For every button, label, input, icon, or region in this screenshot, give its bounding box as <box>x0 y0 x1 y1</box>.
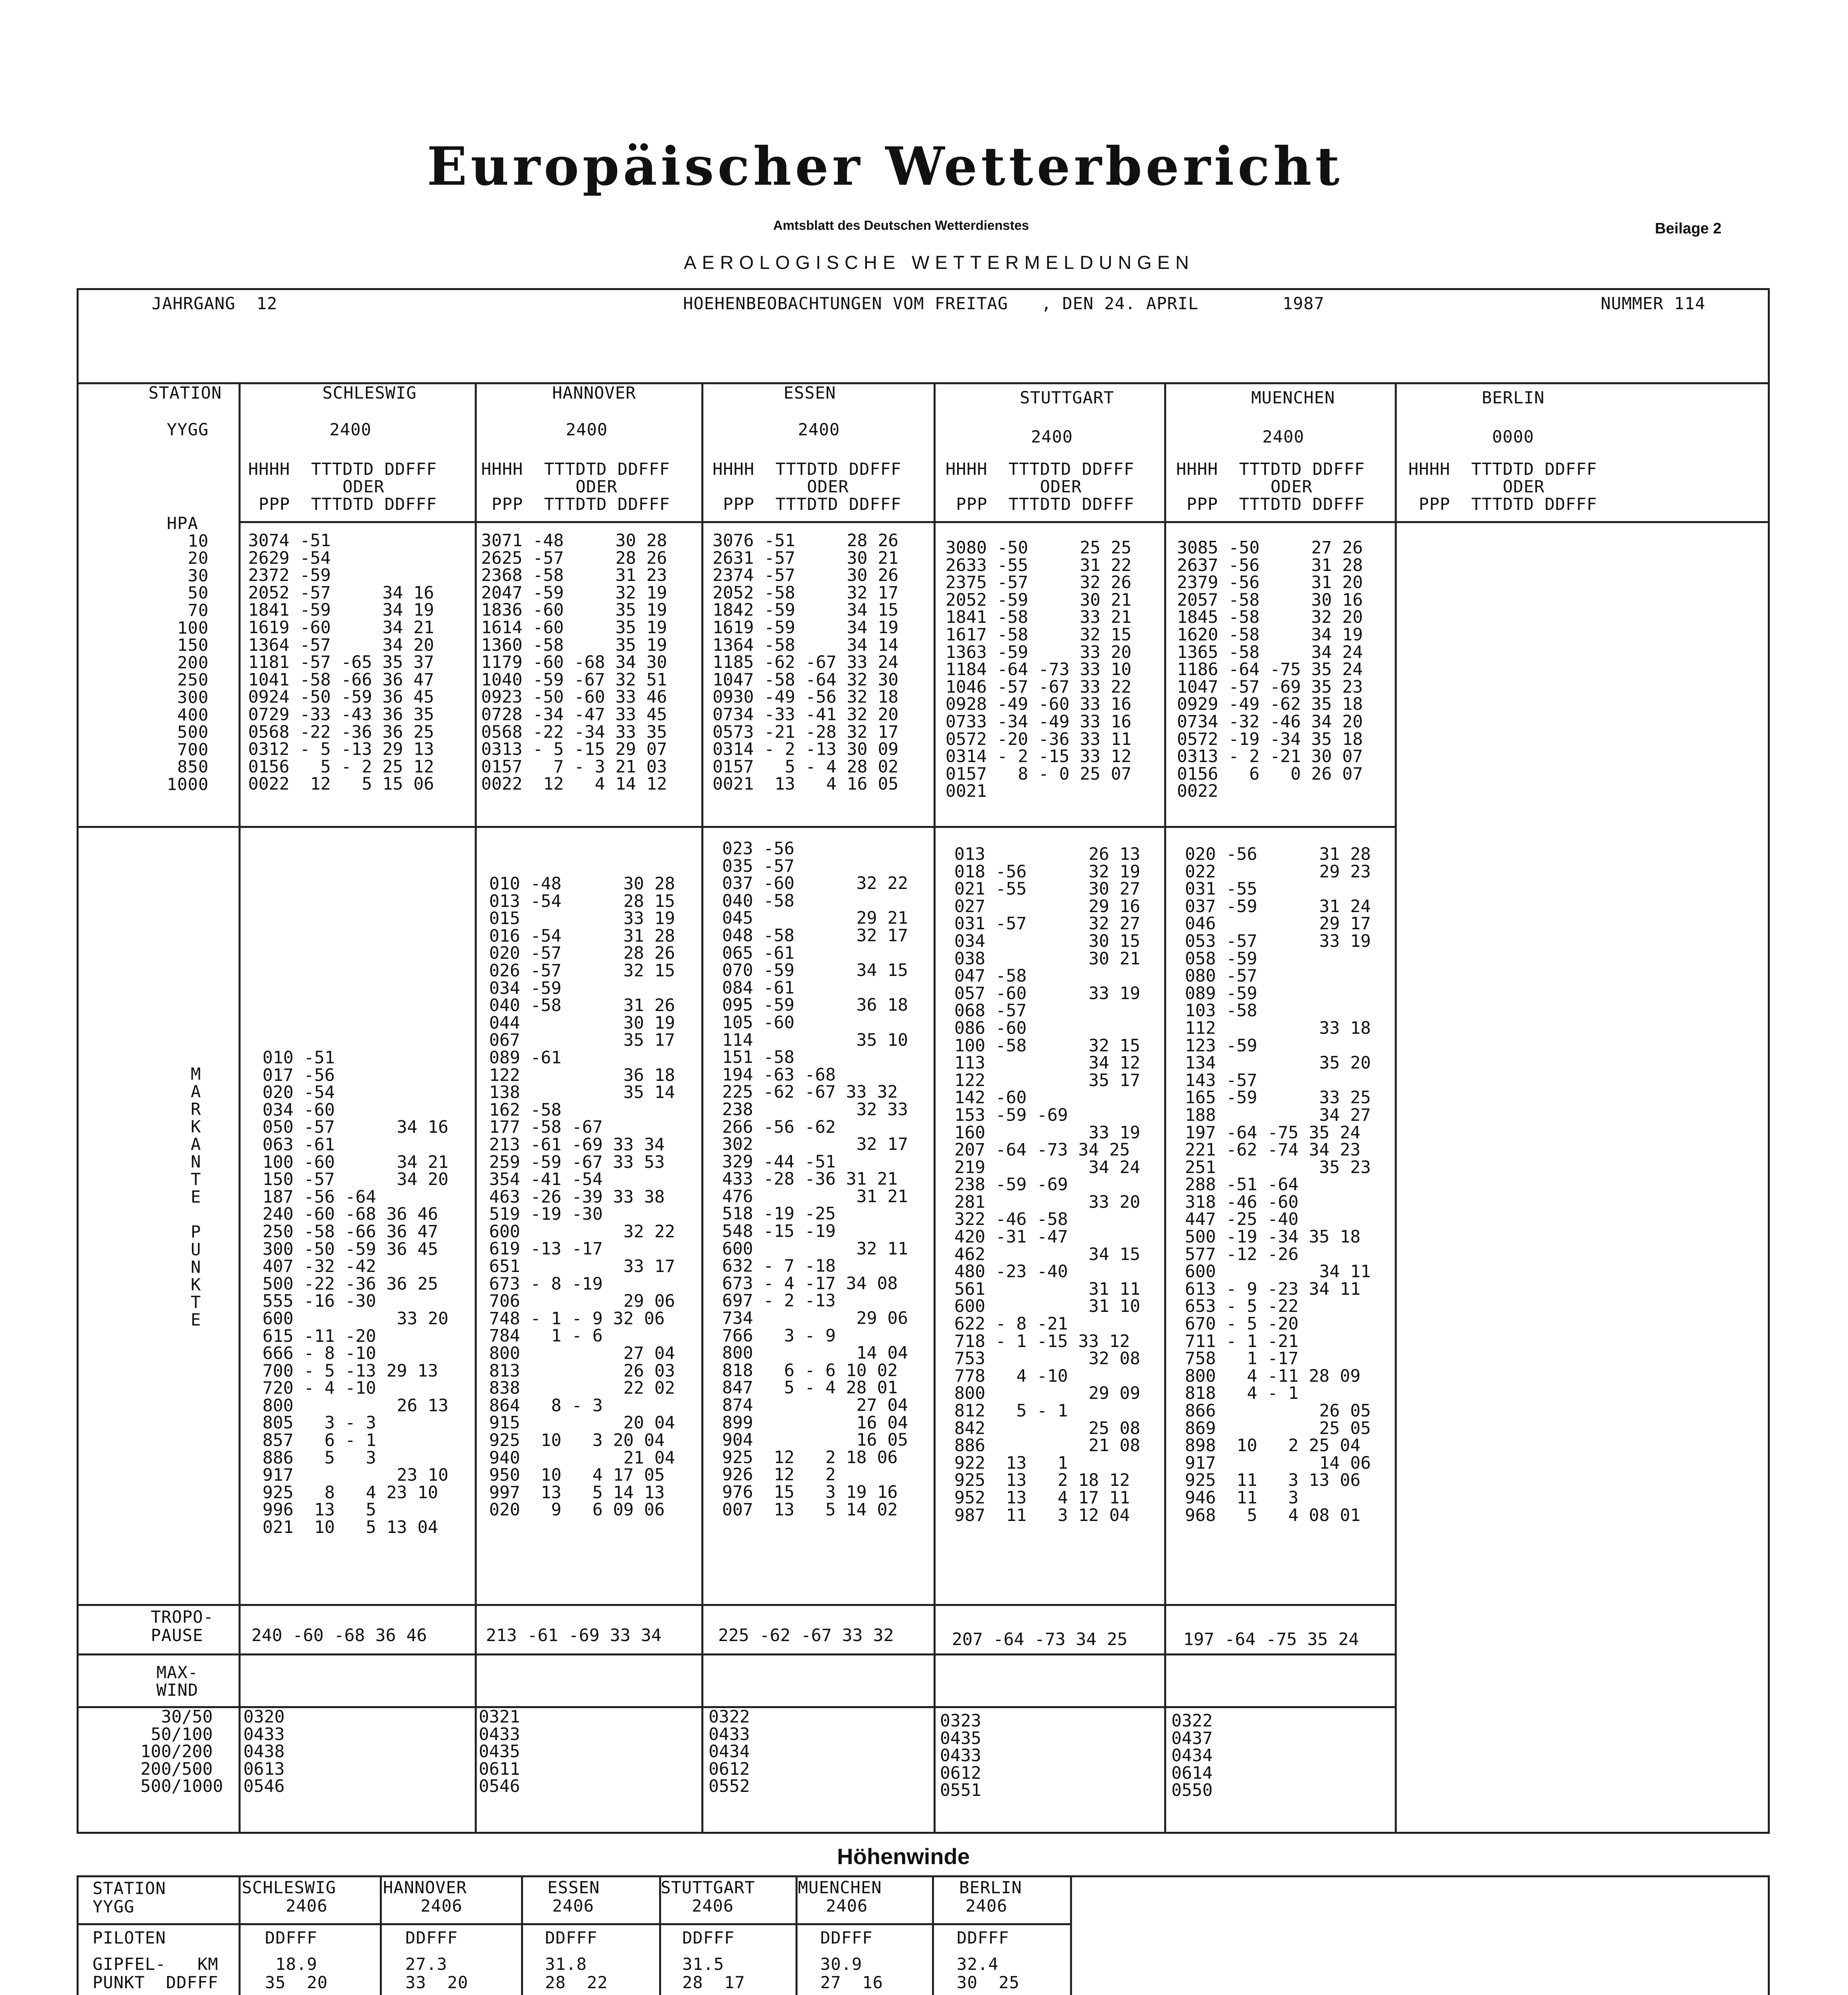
row-rule <box>77 1923 1070 1925</box>
col-divider <box>1164 382 1166 1834</box>
column-header: HHHH TTTDTD DDFFF ODER PPP TTTDTD DDFFF <box>713 459 902 514</box>
ddfff-header: DDFFF <box>265 1928 318 1948</box>
ddfff-header: DDFFF <box>405 1928 458 1948</box>
lower-station-label: STATION YYGG <box>93 1878 166 1916</box>
station-name-essen: ESSEN <box>784 383 836 403</box>
report-title: Europäischer Wetterbericht <box>427 136 1343 198</box>
piloten-label: PILOTEN <box>93 1928 166 1948</box>
markante-punkte-label: M A R K A N T E P U N K T E <box>191 1064 201 1329</box>
station-name-berlin: BERLIN <box>1482 388 1545 407</box>
layers-stuttgart: 0323 0435 0433 0612 0551 <box>940 1711 981 1801</box>
col-divider <box>380 1875 382 1995</box>
gipfel-essen: 31.8 28 22 <box>545 1954 608 1992</box>
col-divider <box>239 382 241 1834</box>
layers-muenchen: 0322 0437 0434 0614 0550 <box>1171 1711 1213 1801</box>
std-levels-hannover: 3071 -48 30 28 2625 -57 28 26 2368 -58 31 23 2047 -59 32 19 1836 -60 35 19 1614 -60 35 19 1360 -58 35 19 1179 -60 -68 34 30 1040 -59 -67 32 51 0923 -50 -60 33 46 0728 -34 -47 33 45 0568 -22 -34 33 35 0313 - 5 -15 29 07 0157 7 - 3 21 03 0022 12 4 14 12 <box>481 531 667 794</box>
lower-yygg-berlin: 2406 <box>965 1896 1008 1916</box>
std-levels-stuttgart: 3080 -50 25 25 2633 -55 31 22 2375 -57 32 26 2052 -59 30 21 1841 -58 33 21 1617 -58 32 15 1363 -59 33 20 1184 -64 -73 33 10 1046 -57 -67 33 22 0928 -49 -60 33 16 0733 -34 -49 33 16 0572 -20 -36 33 11 0314 - 2 -15 33 12 0157 8 - 0 25 07 0021 <box>946 538 1131 802</box>
layers-schleswig: 0320 0433 0438 0613 0546 <box>243 1707 285 1797</box>
col-divider <box>1395 382 1397 1834</box>
station-name-hannover: HANNOVER <box>552 383 636 403</box>
col-divider <box>475 382 477 1834</box>
station-yygg-muenchen: 2400 <box>1262 427 1305 446</box>
gipfel-stuttgart: 31.5 28 17 <box>682 1954 745 1992</box>
hpa-labels: HPA 10 20 30 50 70 100 150 200 250 300 400 500 700 850 1000 <box>167 514 209 794</box>
observation-label: HOEHENBEOBACHTUNGEN VOM FREITAG <box>683 294 1008 313</box>
lower-station-hannover: HANNOVER <box>383 1878 467 1897</box>
lower-station-stuttgart: STUTTGART <box>661 1878 755 1897</box>
station-yygg-essen: 2400 <box>798 420 840 439</box>
station-yygg-stuttgart: 2400 <box>1031 427 1073 446</box>
tropo-stuttgart: 207 -64 -73 34 25 <box>952 1630 1128 1649</box>
col-divider <box>934 382 936 1834</box>
lower-station-schleswig: SCHLESWIG <box>242 1878 336 1897</box>
layers-essen: 0322 0433 0434 0612 0552 <box>709 1707 750 1797</box>
lower-yygg-schleswig: 2406 <box>286 1896 328 1916</box>
station-name-schleswig: SCHLESWIG <box>322 383 417 403</box>
tropo-rule <box>77 1653 1395 1655</box>
maxwind-label: MAX- WIND <box>156 1663 199 1700</box>
lower-station-berlin: BERLIN <box>959 1878 1022 1897</box>
station-yygg-hannover: 2400 <box>566 420 608 439</box>
lower-yygg-essen: 2406 <box>552 1896 594 1916</box>
column-header: HHHH TTTDTD DDFFF ODER PPP TTTDTD DDFFF <box>481 459 670 514</box>
lower-station-muenchen: MUENCHEN <box>798 1878 882 1897</box>
col-divider <box>1070 1875 1072 1995</box>
column-header: HHHH TTTDTD DDFFF ODER PPP TTTDTD DDFFF <box>946 459 1135 514</box>
gipfel-berlin: 32.4 30 25 <box>957 1954 1020 1992</box>
col-divider <box>932 1875 934 1995</box>
ddfff-header: DDFFF <box>820 1928 873 1948</box>
std-levels-rule <box>77 826 1395 828</box>
sig-levels-stuttgart: 013 26 13 018 -56 32 19 021 -55 30 27 027 29 16 031 -57 32 27 034 30 15 038 30 21 047 -58 057 -60 33 19 068 -57 086 -60 100 -58 32 15 113 34 12 122 35 17 142 -60 153 -59 -69 160 33 19 207 -64 -73 34 25 219 34 24 238 -59 -69 281 33 20 322 -46 -58 420 -31 -47 462 34 15 480 -23 -40 561 31 11 600 31 10 622 - 8 -21 718 - 1 -15 33 12 753 32 08 778 4 -10 800 29 09 812 5 - 1 842 25 08 886 21 08 922 13 1 925 13 2 18 12 952 13 4 17 11 987 11 3 12 04 <box>954 844 1140 1525</box>
tropopause-label: TROPO- PAUSE <box>151 1607 214 1645</box>
gipfel-muenchen: 30.9 27 16 <box>820 1954 883 1992</box>
section-title: AEROLOGISCHE WETTERMELDUNGEN <box>684 252 1194 273</box>
station-yygg-schleswig: 2400 <box>330 420 372 439</box>
lower-yygg-hannover: 2406 <box>421 1896 463 1916</box>
tropo-muenchen: 197 -64 -75 35 24 <box>1183 1630 1359 1649</box>
std-levels-schleswig: 3074 -51 2629 -54 2372 -59 2052 -57 34 16 1841 -59 34 19 1619 -60 34 21 1364 -57 34 20 1181 -57 -65 35 37 1041 -58 -66 36 47 0924 -50 -59 36 45 0729 -33 -43 36 35 0568 -22 -36 36 25 0312 - 5 -13 29 13 0156 5 - 2 25 12 0022 12 5 15 06 <box>248 531 434 794</box>
col-divider <box>701 382 703 1834</box>
ddfff-header: DDFFF <box>545 1928 598 1948</box>
sig-levels-hannover: 010 -48 30 28 013 -54 28 15 015 33 19 016 -54 31 28 020 -57 28 26 026 -57 32 15 034 -59 040 -58 31 26 044 30 19 067 35 17 089 -61 122 36 18 138 35 14 162 -58 177 -58 -67 213 -61 -69 33 34 259 -59 -67 33 53 354 -41 -54 463 -26 -39 33 38 519 -19 -30 600 32 22 619 -13 -17 651 33 17 673 - 8 -19 706 29 06 748 - 1 - 9 32 06 784 1 - 6 800 27 04 813 26 03 838 22 02 864 8 - 3 915 20 04 925 10 3 20 04 940 21 04 950 10 4 17 05 997 13 5 14 13 020 9 6 09 06 <box>489 874 675 1520</box>
layer-labels: 30/50 50/100 100/200 200/500 500/1000 <box>140 1707 223 1797</box>
station-name-muenchen: MUENCHEN <box>1251 388 1335 407</box>
tropo-schleswig: 240 -60 -68 36 46 <box>251 1626 427 1645</box>
lower-yygg-muenchen: 2406 <box>826 1896 868 1916</box>
sig-levels-rule <box>77 1604 1395 1606</box>
report-subtitle: Amtsblatt des Deutschen Wetterdienstes <box>773 218 1029 233</box>
observation-date: , DEN 24. APRIL 1987 <box>1041 294 1325 313</box>
ddfff-header: DDFFF <box>682 1928 735 1948</box>
header-rule <box>239 521 1770 523</box>
station-yygg-berlin: 0000 <box>1492 427 1534 446</box>
gipfelpunkt-label: GIPFEL- KM PUNKT DDFFF <box>93 1954 219 1992</box>
sig-levels-muenchen: 020 -56 31 28 022 29 23 031 -55 037 -59 31 24 046 29 17 053 -57 33 19 058 -59 080 -57 089 -59 103 -58 112 33 18 123 -59 134 35 20 143 -57 165 -59 33 25 188 34 27 197 -64 -75 35 24 221 -62 -74 34 23 251 35 23 288 -51 -64 318 -46 -60 447 -25 -40 500 -19 -34 35 18 577 -12 -26 600 34 11 613 - 9 -23 34 11 653 - 5 -22 670 - 5 -20 711 - 1 -21 758 1 -17 800 4 -11 28 09 818 4 - 1 866 26 05 869 25 05 898 10 2 25 04 917 14 06 925 11 3 13 06 946 11 3 968 5 4 08 01 <box>1185 844 1371 1525</box>
lower-station-essen: ESSEN <box>547 1878 600 1897</box>
tropo-essen: 225 -62 -67 33 32 <box>718 1626 894 1645</box>
column-header: HHHH TTTDTD DDFFF ODER PPP TTTDTD DDFFF <box>248 459 437 514</box>
std-levels-essen: 3076 -51 28 26 2631 -57 30 21 2374 -57 30 26 2052 -58 32 17 1842 -59 34 15 1619 -59 34 19 1364 -58 34 14 1185 -62 -67 33 24 1047 -58 -64 32 30 0930 -49 -56 32 18 0734 -33 -41 32 20 0573 -21 -28 32 17 0314 - 2 -13 30 09 0157 5 - 4 28 02 0021 13 4 16 05 <box>713 531 898 794</box>
station-label: STATION <box>148 383 222 403</box>
hoehenwinde-title: Höhenwinde <box>837 1844 970 1869</box>
std-levels-muenchen: 3085 -50 27 26 2637 -56 31 28 2379 -56 31 20 2057 -58 30 16 1845 -58 32 20 1620 -58 34 19 1365 -58 34 24 1186 -64 -75 35 24 1047 -57 -69 35 23 0929 -49 -62 35 18 0734 -32 -46 34 20 0572 -19 -34 35 18 0313 - 2 -21 30 07 0156 6 0 26 07 0022 <box>1177 538 1363 802</box>
column-header: HHHH TTTDTD DDFFF ODER PPP TTTDTD DDFFF <box>1408 459 1597 514</box>
sig-levels-essen: 023 -56 035 -57 037 -60 32 22 040 -58 045 29 21 048 -58 32 17 065 -61 070 -59 34 15 084 -61 095 -59 36 18 105 -60 114 35 10 151 -58 194 -63 -68 225 -62 -67 33 32 238 32 33 266 -56 -62 302 32 17 329 -44 -51 433 -28 -36 31 21 476 31 21 518 -19 -25 548 -15 -19 600 32 11 632 - 7 -18 673 - 4 -17 34 08 697 - 2 -13 734 29 06 766 3 - 9 800 14 04 818 6 - 6 10 02 847 5 - 4 28 01 874 27 04 899 16 04 904 16 05 925 12 2 18 06 926 12 2 976 15 3 19 16 007 13 5 14 02 <box>722 839 908 1520</box>
gipfel-schleswig: 18.9 35 20 <box>265 1954 328 1992</box>
sig-levels-schleswig: 010 -51 017 -56 020 -54 034 -60 050 -57 34 16 063 -61 100 -60 34 21 150 -57 34 20 187 -56 -64 240 -60 -68 36 46 250 -58 -66 36 47 300 -50 -59 36 45 407 -32 -42 500 -22 -36 36 25 555 -16 -30 600 33 20 615 -11 -20 666 - 8 -10 700 - 5 -13 29 13 720 - 4 -10 800 26 13 805 3 - 3 857 6 - 1 886 5 3 917 23 10 925 8 4 23 10 996 13 5 021 10 5 13 04 <box>263 1048 448 1538</box>
column-header: HHHH TTTDTD DDFFF ODER PPP TTTDTD DDFFF <box>1176 459 1365 514</box>
nummer: NUMMER 114 <box>1601 294 1706 313</box>
col-divider <box>796 1875 798 1995</box>
layers-hannover: 0321 0433 0435 0611 0546 <box>479 1707 520 1797</box>
ddfff-header: DDFFF <box>957 1928 1009 1948</box>
gipfel-hannover: 27.3 33 20 <box>405 1954 468 1992</box>
col-divider <box>239 1875 241 1995</box>
station-name-stuttgart: STUTTGART <box>1020 388 1114 407</box>
jahrgang: JAHRGANG 12 <box>152 294 278 313</box>
tropo-hannover: 213 -61 -69 33 34 <box>486 1626 662 1645</box>
col-divider <box>521 1875 523 1995</box>
beilage-label: Beilage 2 <box>1655 220 1722 237</box>
yygg-label: YYGG <box>167 420 209 439</box>
lower-yygg-stuttgart: 2406 <box>692 1896 734 1916</box>
